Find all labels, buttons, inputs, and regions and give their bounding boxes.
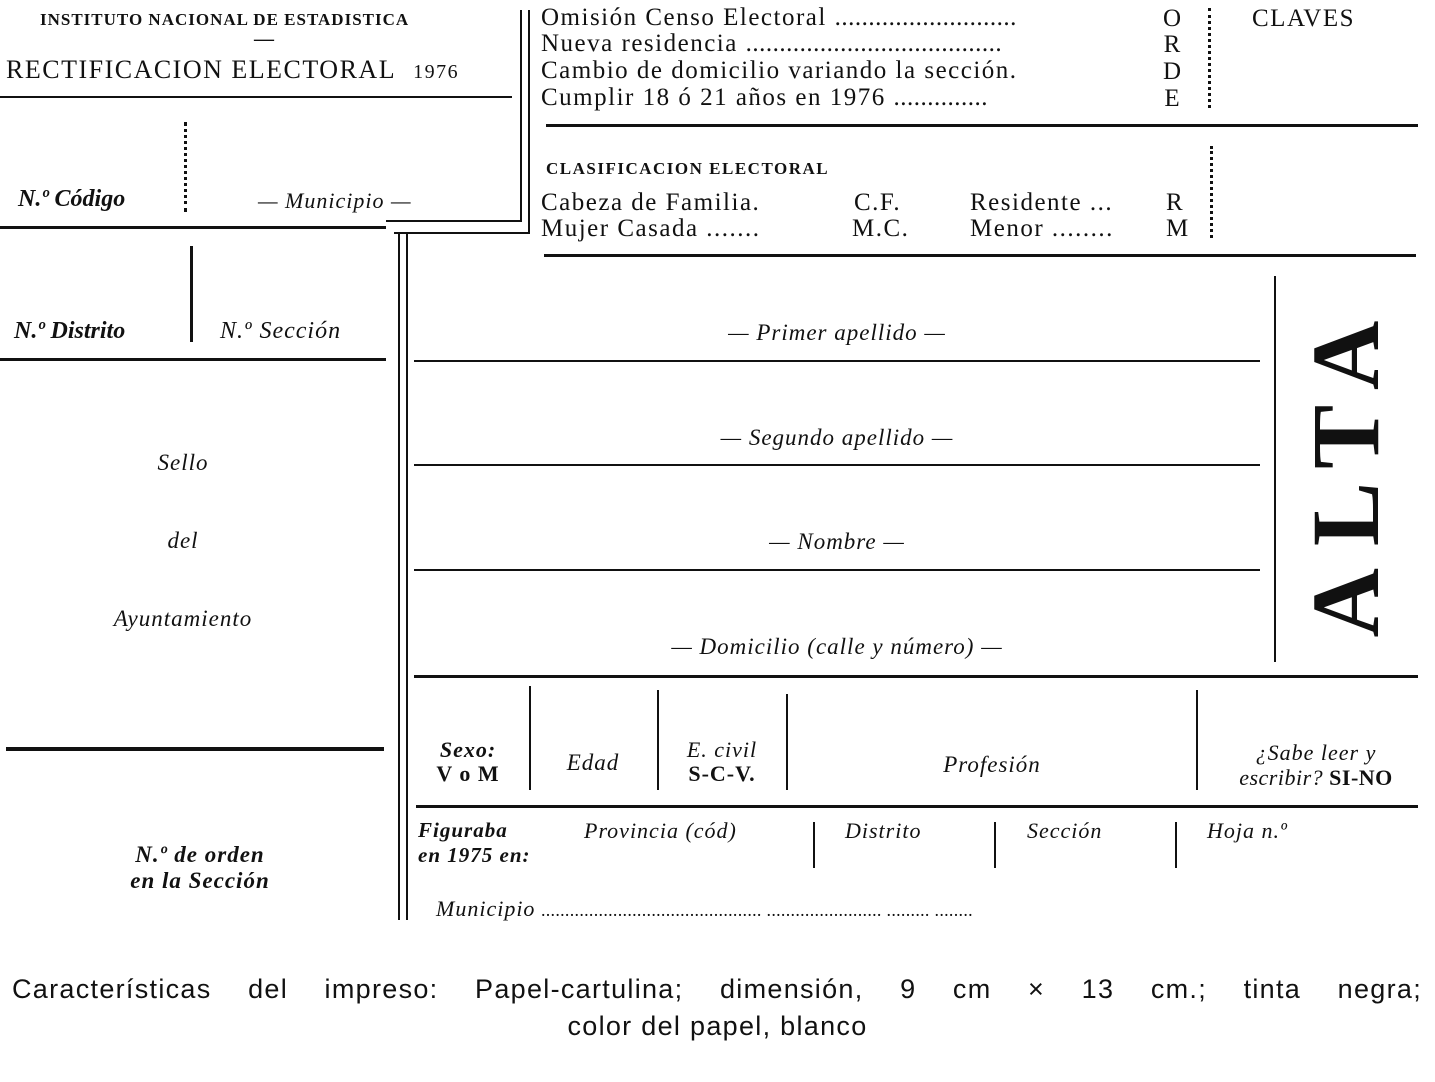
clave-row-omision: [541, 5, 1017, 31]
l-join-a: [386, 220, 522, 222]
claves-heading: CLAVES: [1252, 5, 1356, 32]
clasif-abbr-2: M.C.: [852, 215, 910, 242]
col-sep-3: [786, 694, 788, 790]
main-double-line-b: [406, 232, 408, 920]
fig-distrito-label: Distrito: [845, 818, 922, 843]
sexo-label: Sexo:: [439, 737, 497, 762]
fig-hoja-label: Hoja n.º: [1207, 818, 1288, 843]
clave-label: Nueva residencia: [541, 30, 738, 57]
domicilio-label: — Domicilio (calle y número) —: [671, 634, 1003, 659]
clasif-separator: [1210, 146, 1213, 238]
form-title-year: 1976: [413, 61, 460, 83]
segundo-apellido-line[interactable]: [414, 464, 1260, 466]
l-join-b: [394, 232, 530, 234]
municipio-label: — Municipio —: [258, 188, 412, 213]
clave-dots: ......................................: [745, 30, 1003, 57]
col-sep-2: [657, 690, 659, 790]
figuraba-label-2: en 1975 en:: [418, 843, 531, 867]
figuraba-label-1: Figuraba: [418, 818, 508, 842]
ecivil-options: S-C-V.: [688, 761, 756, 786]
distrito-label: N.º Distrito: [14, 318, 126, 344]
claves-rule: [546, 124, 1418, 127]
alta-separator: [1274, 276, 1276, 662]
clasificacion-heading: CLASIFICACION ELECTORAL: [546, 159, 830, 178]
provincia-label: Provincia (cód): [584, 818, 737, 843]
fig-sep-3: [1175, 822, 1177, 868]
clave-code-o: O: [1162, 5, 1182, 32]
clave-code-e: E: [1164, 85, 1180, 112]
caption-line-2: color del papel, blanco: [567, 1011, 868, 1041]
clasif-code-1: R: [1166, 189, 1185, 216]
profesion-label: Profesión: [943, 752, 1041, 777]
codigo-rule: [0, 226, 386, 229]
clasif-abbr-1: C.F.: [854, 189, 902, 216]
clasif-label: Cabeza de Familia.: [541, 189, 761, 216]
fig-municipio-row: [436, 896, 973, 922]
nombre-label: — Nombre —: [769, 529, 905, 554]
fig-municipio-dots[interactable]: .............................................. ........................ ......... ........: [540, 900, 973, 920]
seccion-label: N.º Sección: [220, 318, 342, 344]
header-rule: [0, 96, 512, 98]
form-title: [6, 55, 459, 85]
clave-row-cambio: [541, 58, 1018, 84]
sabe-options: SI-NO: [1329, 765, 1393, 790]
sabe-label-1: ¿Sabe leer y: [1255, 740, 1377, 765]
sabe-label-2: [1200, 765, 1432, 791]
ecivil-label: E. civil: [686, 737, 758, 762]
clasif-label2-1: Residente ...: [970, 189, 1114, 216]
sello-line-1: Sello: [157, 450, 209, 475]
codigo-label: N.º Código: [18, 186, 126, 212]
alta-stamp-text: ALTA: [1292, 298, 1399, 638]
distrito-separator: [190, 246, 193, 342]
fig-municipio-label: Municipio: [436, 896, 536, 921]
sello-line-3: Ayuntamiento: [113, 606, 253, 631]
sello-line-2: del: [167, 528, 199, 553]
clasif-label: Mujer Casada .......: [541, 215, 761, 242]
clave-dots: ...........................: [834, 4, 1017, 31]
nombre-line[interactable]: [414, 569, 1260, 571]
main-double-line-a: [398, 232, 400, 920]
distrito-rule: [0, 358, 386, 361]
clave-row-residencia: [541, 31, 1002, 57]
columns-rule: [416, 805, 1418, 808]
domicilio-rule[interactable]: [414, 675, 1418, 678]
form-title-text: RECTIFICACION ELECTORAL: [6, 55, 396, 84]
institute-name: INSTITUTO NACIONAL DE ESTADISTICA: [40, 10, 410, 29]
fig-sep-2: [994, 822, 996, 868]
col-sep-4: [1196, 690, 1198, 790]
fig-sep-1: [813, 822, 815, 868]
primer-apellido-label: — Primer apellido —: [728, 320, 946, 345]
clasif-code-2: M: [1166, 215, 1190, 242]
clave-row-cumplir: [541, 85, 988, 111]
clave-label: Cambio de domicilio variando la sección.: [541, 57, 1018, 84]
clasif-rule: [544, 254, 1416, 257]
clave-code-r: R: [1163, 31, 1181, 58]
clave-label: Omisión Censo Electoral: [541, 4, 827, 31]
sexo-options: V o M: [436, 761, 500, 786]
segundo-apellido-label: — Segundo apellido —: [720, 425, 954, 450]
fig-seccion-label: Sección: [1027, 818, 1103, 843]
orden-line-1: N.º de orden: [135, 842, 265, 867]
clave-label: Cumplir 18 ó 21 años en 1976: [541, 84, 886, 111]
top-double-line-a: [520, 10, 522, 220]
primer-apellido-line[interactable]: [414, 360, 1260, 362]
clasif-row-2: [541, 216, 761, 242]
caption-line-1: Características del impreso: Papel-cartulina; dimensión, 9 cm × 13 cm.; tinta negra;: [12, 974, 1422, 1004]
clave-dots: ..............: [893, 84, 989, 111]
top-double-line-b: [528, 10, 530, 234]
clasif-row-1: [541, 190, 760, 216]
header-dash: —: [254, 28, 274, 50]
sabe-question: escribir?: [1239, 765, 1324, 790]
codigo-separator: [184, 122, 187, 212]
clasif-label2-2: Menor ........: [970, 215, 1114, 242]
col-sep-1: [529, 686, 531, 790]
claves-separator: [1208, 8, 1211, 108]
edad-label: Edad: [566, 750, 620, 775]
clave-code-d: D: [1162, 58, 1182, 85]
sello-rule: [6, 747, 384, 751]
orden-line-2: en la Sección: [130, 868, 270, 893]
